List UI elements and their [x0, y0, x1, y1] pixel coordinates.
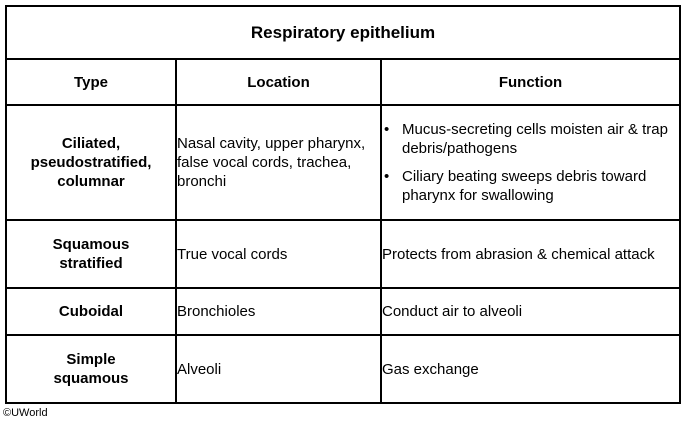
table-row-ciliated	[6, 105, 680, 220]
type-line: stratified	[59, 255, 123, 272]
type-cell	[6, 220, 176, 288]
bullet-icon: •	[384, 168, 390, 185]
copyright-notice: ©UWorld	[3, 407, 48, 419]
function-bullet-item	[382, 120, 679, 158]
type-cell	[6, 335, 176, 403]
function-bullet-text: Ciliary beating sweeps debris toward pharynx for swallowing	[402, 168, 647, 204]
title-row	[6, 6, 680, 59]
type-line: columnar	[57, 173, 125, 190]
type-line: Simple	[66, 351, 116, 368]
type-line: Ciliated,	[61, 135, 121, 152]
location-cell: Alveoli	[176, 335, 381, 403]
column-header-type: Type	[6, 59, 176, 105]
table-row-simple-squamous	[6, 335, 680, 403]
table-row-squamous-stratified	[6, 220, 680, 288]
bullet-icon: •	[384, 121, 390, 138]
function-cell: Conduct air to alveoli	[381, 288, 680, 335]
location-cell: True vocal cords	[176, 220, 381, 288]
column-header-location: Location	[176, 59, 381, 105]
location-cell: Nasal cavity, upper pharynx, false vocal cords, trachea, bronchi	[176, 105, 381, 220]
type-line: Cuboidal	[58, 303, 124, 320]
location-cell: Bronchioles	[176, 288, 381, 335]
function-cell: Protects from abrasion & chemical attack	[381, 220, 680, 288]
function-cell	[381, 105, 680, 220]
type-line: Squamous	[52, 236, 130, 253]
type-cell	[6, 105, 176, 220]
table-title: Respiratory epithelium	[6, 6, 680, 59]
function-cell: Gas exchange	[381, 335, 680, 403]
function-bullet-text: Mucus-secreting cells moisten air & trap debris/pathogens	[402, 121, 668, 157]
table-row-cuboidal	[6, 288, 680, 335]
type-line: pseudostratified,	[30, 154, 152, 171]
type-line: squamous	[53, 370, 129, 387]
function-bullet-item	[382, 167, 679, 205]
respiratory-epithelium-table	[5, 5, 681, 404]
type-cell	[6, 288, 176, 335]
function-bullet-list	[382, 120, 679, 205]
column-header-function: Function	[381, 59, 680, 105]
header-row	[6, 59, 680, 105]
